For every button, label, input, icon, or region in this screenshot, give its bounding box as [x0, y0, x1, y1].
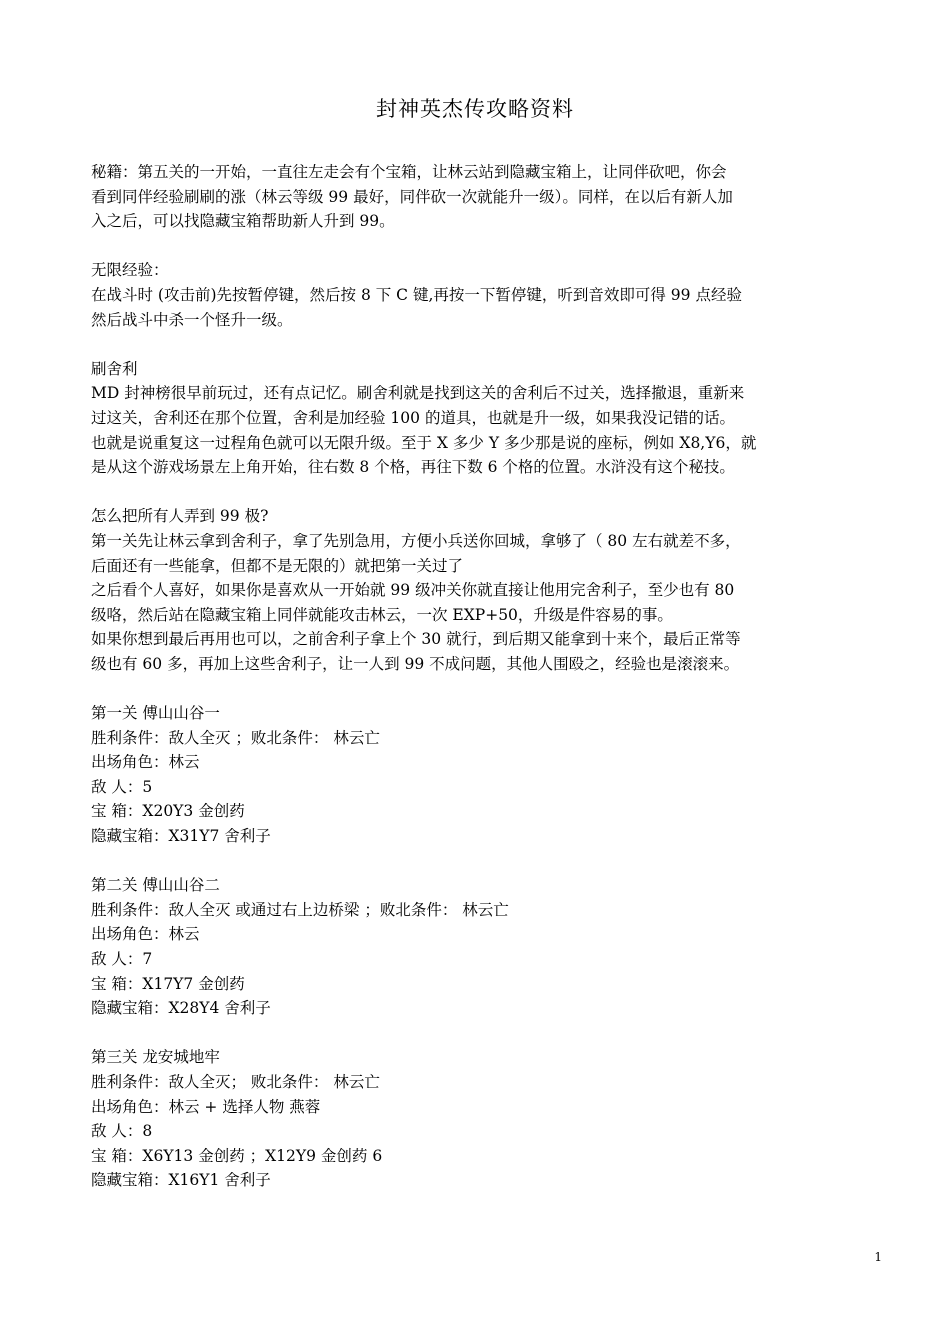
text-line: 也就是说重复这一过程角色就可以无限升级。至于 X 多少 Y 多少那是说的座标，例如 X8,Y6，就: [91, 433, 757, 452]
stage-heading: 第二关 傅山山谷二: [91, 876, 220, 895]
section-cheat-treasure: [91, 160, 891, 234]
text-line: 如果你想到最后再用也可以，之前舍利子拿上个 30 就行，到后期又能拿到十来个，最后正常等: [91, 630, 741, 649]
stage-chests: 宝 箱：X17Y7 金创药: [91, 974, 245, 993]
stage-chests: 宝 箱：X20Y3 金创药: [91, 802, 245, 821]
stage-chests: 宝 箱：X6Y13 金创药 ；X12Y9 金创药 6: [91, 1146, 383, 1165]
stage-enemies: 敌 人：8: [91, 1122, 153, 1141]
text-line: 秘籍：第五关的一开始，一直往左走会有个宝箱，让林云站到隐藏宝箱上，让同伴砍吧，你会: [91, 163, 727, 181]
text-line: 后面还有一些能拿，但都不是无限的）就把第一关过了: [91, 556, 464, 575]
text-line: MD 封神榜很早前玩过，还有点记忆。刷舍利就是找到这关的舍利后不过关，选择撤退，重新来: [91, 384, 745, 403]
stage-hidden-chest: 隐藏宝箱：X28Y4 舍利子: [91, 999, 271, 1018]
text-line: 入之后，可以找隐藏宝箱帮助新人升到 99。: [91, 212, 395, 231]
stage-heading: 第三关 龙安城地牢: [91, 1048, 220, 1067]
section-heading: 无限经验：: [91, 261, 169, 280]
section-stage-2: [91, 873, 891, 1021]
text-line: 是从这个游戏场景左上角开始，往右数 8 个格，再往下数 6 个格的位置。水浒没有这个秘技。: [91, 458, 735, 477]
stage-conditions: 胜利条件：敌人全灭 ；败北条件： 林云亡: [91, 728, 380, 747]
document-title: 封神英杰传攻略资料: [376, 97, 574, 121]
section-relic-farming: [91, 357, 891, 480]
stage-enemies: 敌 人：5: [91, 777, 153, 796]
stage-characters: 出场角色：林云: [91, 753, 200, 772]
page-number: 1: [874, 1250, 882, 1264]
section-infinite-exp: [91, 258, 891, 332]
text-line: 过这关，舍利还在那个位置，舍利是加经验 100 的道具，也就是升一级，如果我没记错的话。: [91, 408, 735, 427]
stage-heading: 第一关 傅山山谷一: [91, 704, 220, 723]
section-stage-1: [91, 701, 891, 849]
stage-characters: 出场角色：林云: [91, 925, 200, 944]
section-heading: 怎么把所有人弄到 99 极?: [91, 507, 269, 526]
section-stage-3: [91, 1045, 891, 1193]
text-line: 之后看个人喜好，如果你是喜欢从一开始就 99 级冲关你就直接让他用完舍利子，至少也有 80: [91, 581, 735, 600]
stage-hidden-chest: 隐藏宝箱：X16Y1 舍利子: [91, 1171, 271, 1190]
text-line: 第一关先让林云拿到舍利子，拿了先别急用，方便小兵送你回城，拿够了（ 80 左右就差不多，: [91, 531, 741, 550]
stage-conditions: 胜利条件：敌人全灭； 败北条件： 林云亡: [91, 1072, 380, 1091]
section-level-99: [91, 504, 891, 676]
text-line: 然后战斗中杀一个怪升一级。: [91, 310, 293, 329]
stage-hidden-chest: 隐藏宝箱：X31Y7 舍利子: [91, 827, 271, 846]
text-line: 在战斗时 (攻击前)先按暂停键，然后按 8 下 C 键,再按一下暂停键，听到音效即可得 99 点经验: [91, 285, 742, 304]
stage-enemies: 敌 人：7: [91, 950, 153, 968]
text-line: 级咯，然后站在隐藏宝箱上同伴就能攻击林云，一次 EXP+50，升级是件容易的事。: [91, 605, 673, 624]
text-line: 级也有 60 多，再加上这些舍利子，让一人到 99 不成问题，其他人围殴之，经验也是滚滚来。: [91, 654, 740, 673]
text-line: 看到同伴经验刷刷的涨（林云等级 99 最好，同伴砍一次就能升一级）。同样，在以后有新人加: [91, 187, 733, 206]
section-heading: 刷舍利: [91, 359, 138, 378]
stage-conditions: 胜利条件：敌人全灭 或通过右上边桥梁 ；败北条件： 林云亡: [91, 900, 509, 919]
stage-characters: 出场角色：林云 + 选择人物 燕蓉: [91, 1097, 321, 1116]
document-body: [91, 160, 891, 1218]
